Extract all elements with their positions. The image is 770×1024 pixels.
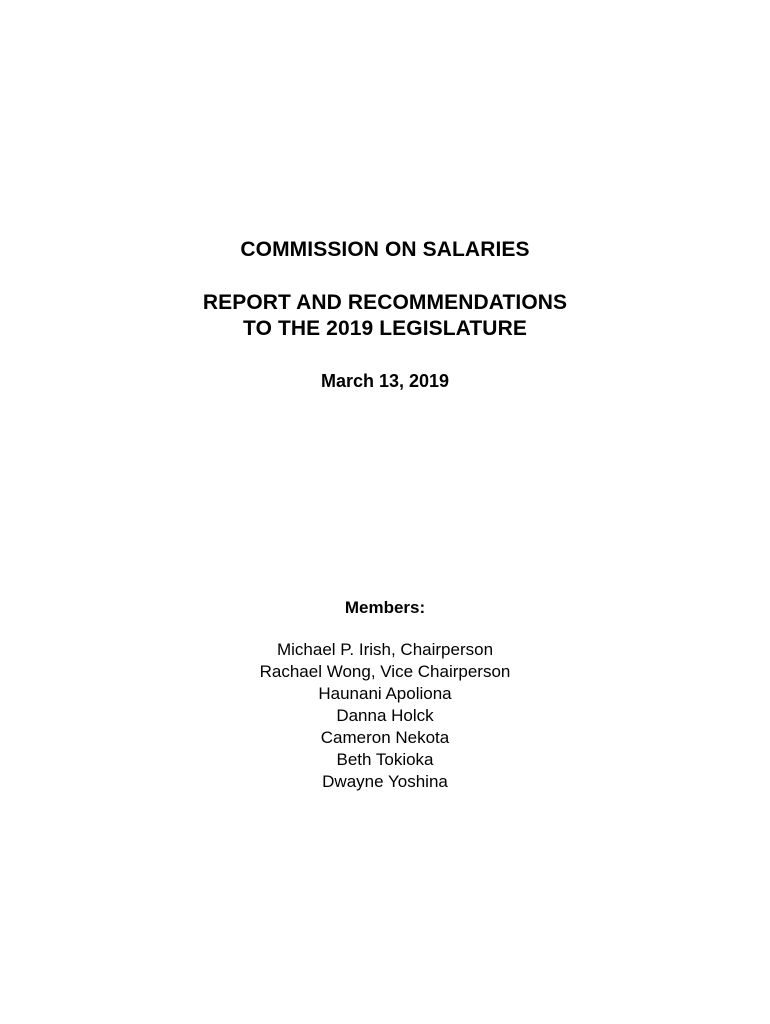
member-name: Danna Holck [336,706,434,725]
member-name: Haunani Apoliona [318,684,452,703]
member-name: Dwayne Yoshina [322,772,448,791]
report-title-line-2: TO THE 2019 LEGISLATURE [243,317,527,340]
report-title-line-1: REPORT AND RECOMMENDATIONS [202,291,568,314]
member-name: Rachael Wong, Vice Chairperson [259,662,511,681]
members-heading: Members: [344,598,426,617]
report-date: March 13, 2019 [320,371,450,391]
member-name: Beth Tokioka [336,750,434,769]
member-name: Michael P. Irish, Chairperson [276,640,494,659]
members-list [0,639,770,793]
member-name: Cameron Nekota [320,728,450,747]
commission-title: COMMISSION ON SALARIES [240,238,530,261]
